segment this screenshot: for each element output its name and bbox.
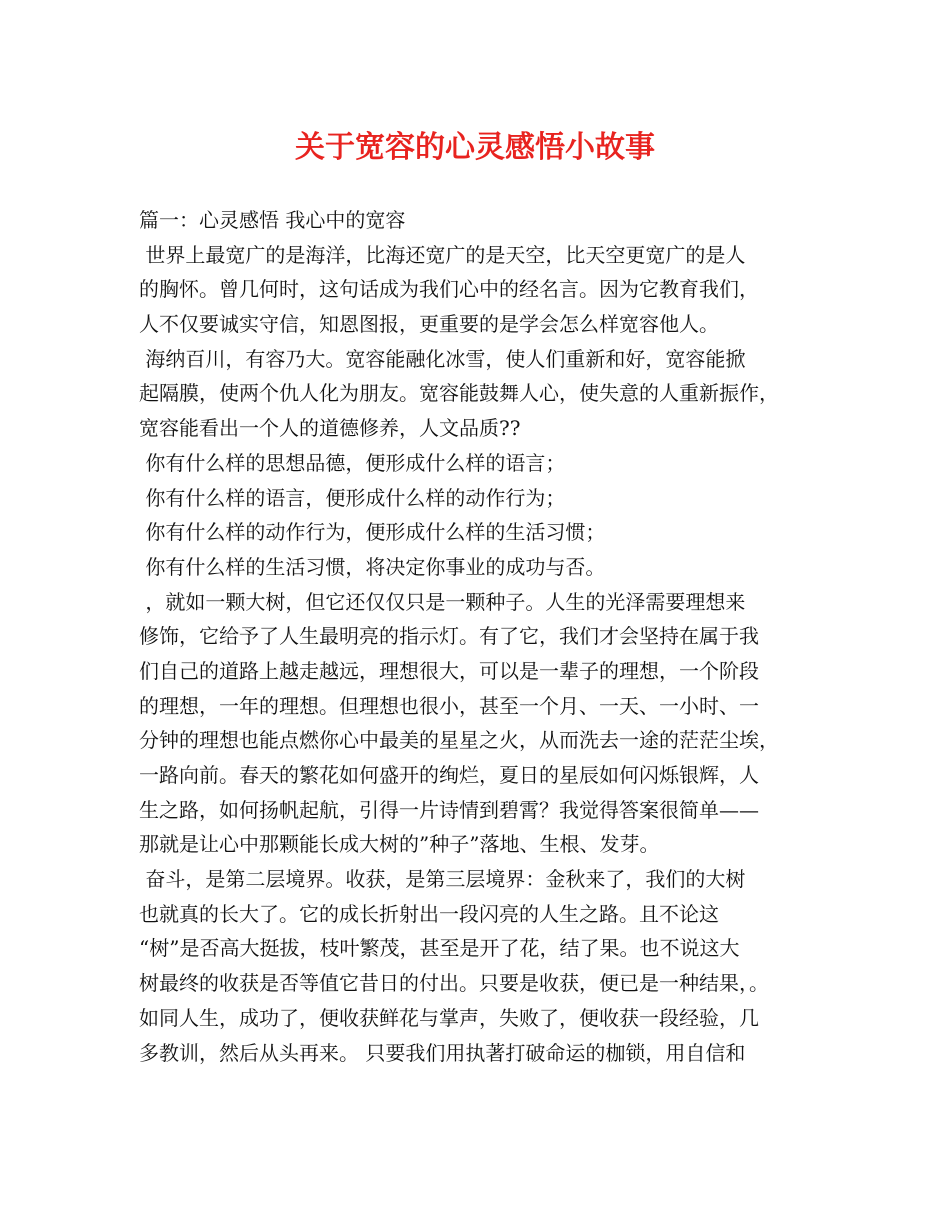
text-line: 人不仅要诚实守信，知恩图报，更重要的是学会怎么样宽容他人。 [139,312,719,337]
text-line: 海纳百川，有容乃大。宽容能融化冰雪，使人们重新和好，宽容能掀 [139,346,746,371]
text-line: 宽容能看出一个人的道德修养，人文品质?? [139,416,521,441]
text-line: 篇一：心灵感悟 我心中的宽容 [139,208,406,232]
text-line: 世界上最宽广的是海洋，比海还宽广的是天空，比天空更宽广的是人 [139,242,746,267]
text-line: 那就是让心中那颗能长成大树的”种子”落地、生根、发芽。 [139,832,660,857]
text-line: 也就真的长大了。它的成长折射出一段闪亮的人生之路。且不论这 [139,901,719,926]
text-line: 你有什么样的思想品德，便形成什么样的语言； [139,450,566,475]
text-line: 生之路，如何扬帆起航，引得一片诗情到碧霄？我觉得答案很简单—— [139,797,759,822]
text-line: 奋斗，是第二层境界。收获，是第三层境界：金秋来了，我们的大树 [139,867,746,892]
text-line: 一路向前。春天的繁花如何盛开的绚烂，夏日的星辰如何闪烁银辉，人 [139,763,759,787]
document-title: 关于宽容的心灵感悟小故事 [295,130,655,165]
text-line: “树”是否高大挺拔，枝叶繁茂，甚至是开了花，结了果。也不说这大 [139,936,740,961]
text-line: 们自己的道路上越走越远，理想很大，可以是一辈子的理想，一个阶段 [139,658,759,683]
text-line: 如同人生，成功了，便收获鲜花与掌声，失败了，便收获一段经验，几 [139,1005,759,1030]
text-line: 你有什么样的生活习惯，将决定你事业的成功与否。 [139,554,606,579]
text-line: 多教训，然后从头再来。 只要我们用执著打破命运的枷锁，用自信和 [139,1040,746,1065]
text-line: ，就如一颗大树，但它还仅仅只是一颗种子。人生的光泽需要理想来 [139,589,746,614]
text-line: 的理想，一年的理想。但理想也很小，甚至一个月、一天、一小时、一 [139,693,759,718]
text-line: 修饰，它给予了人生最明亮的指示灯。有了它，我们才会坚持在属于我 [139,624,759,649]
text-line: 分钟的理想也能点燃你心中最美的星星之火，从而洗去一途的茫茫尘埃， [139,728,779,753]
text-line: 的胸怀。曾几何时，这句话成为我们心中的经名言。因为它教育我们， [139,277,759,302]
text-line: 树最终的收获是否等值它昔日的付出。只要是收获，便已是一种结果，。 [139,971,769,996]
text-line: 起隔膜，使两个仇人化为朋友。宽容能鼓舞人心，使失意的人重新振作， [139,381,779,406]
document-body [139,203,839,1070]
text-line: 你有什么样的语言，便形成什么样的动作行为； [139,485,566,510]
text-line: 你有什么样的动作行为，便形成什么样的生活习惯； [139,520,606,545]
